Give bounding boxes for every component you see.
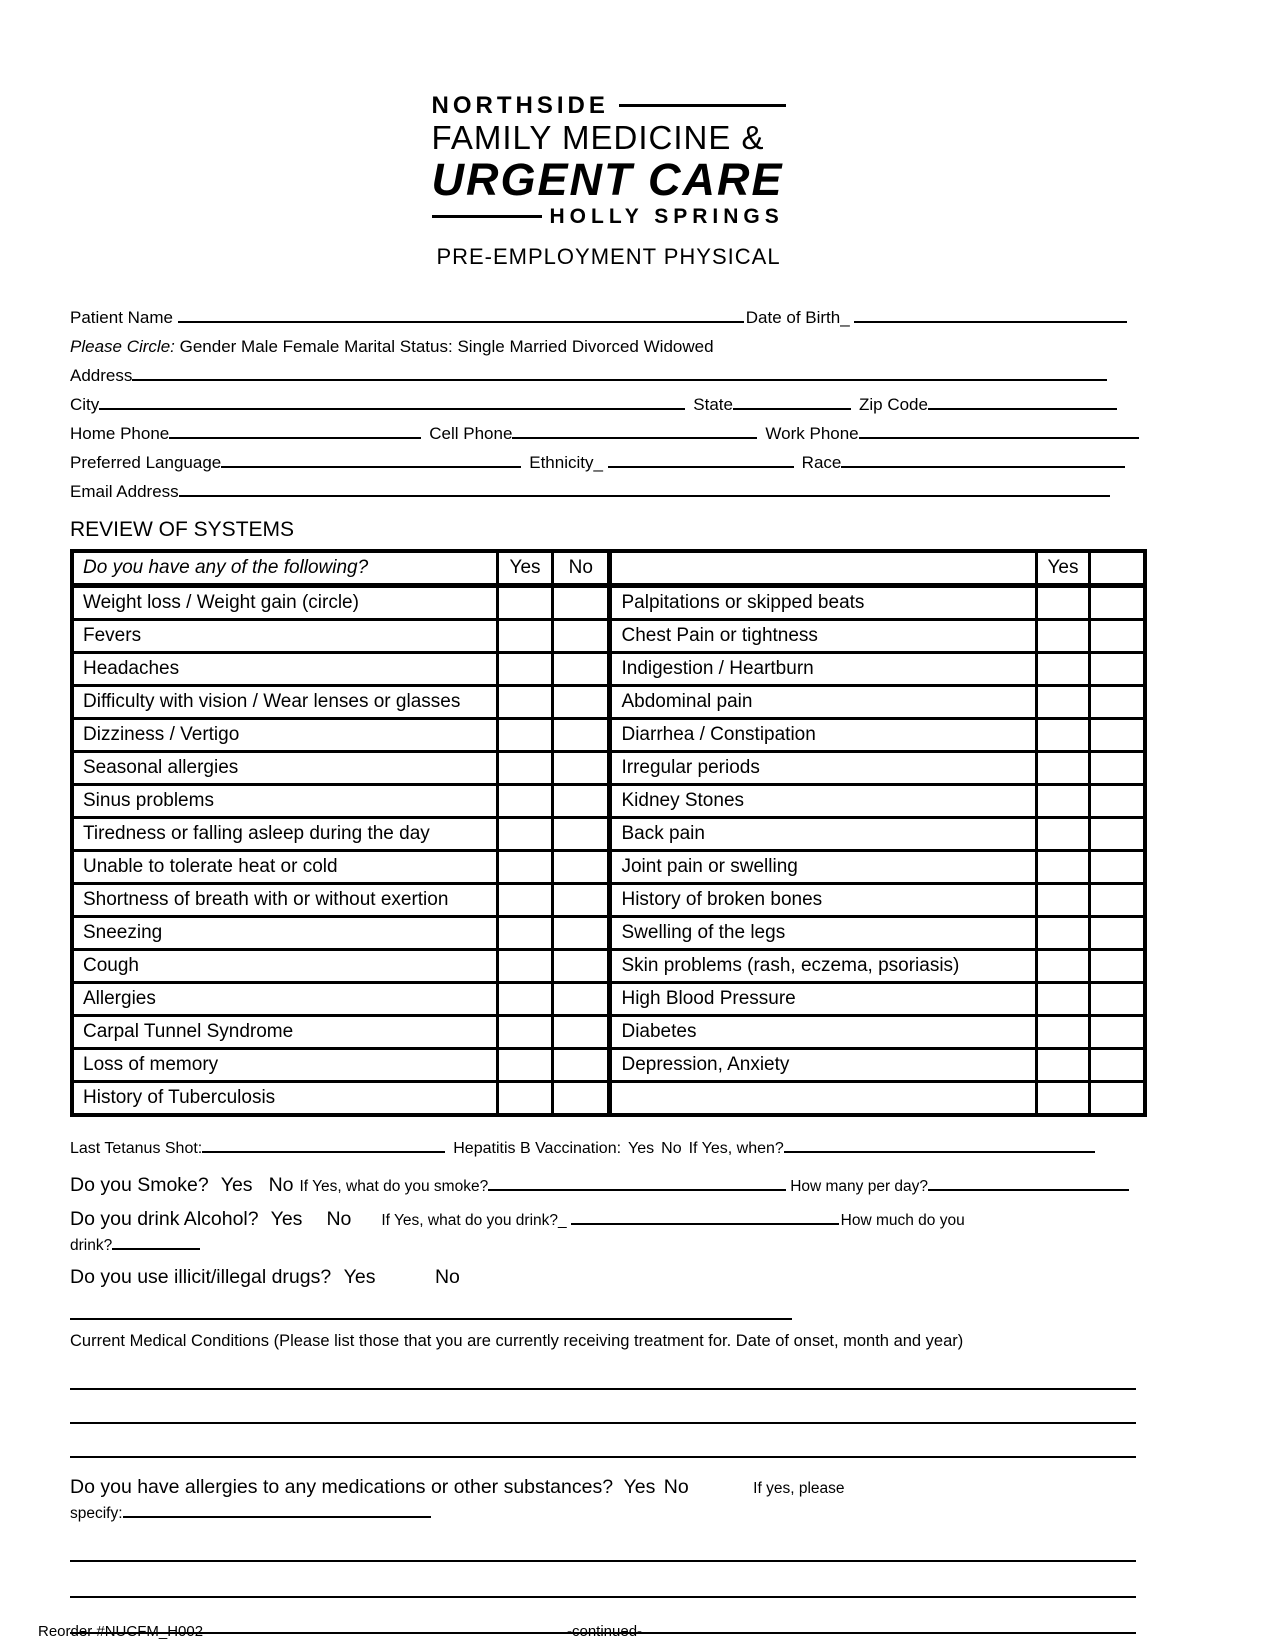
- ros-left-label: Sneezing: [72, 917, 497, 950]
- ros-right-label: Indigestion / Heartburn: [610, 653, 1036, 686]
- smoke-no[interactable]: No: [268, 1174, 294, 1196]
- ros-left-no-cell[interactable]: [553, 884, 610, 917]
- questions-section: [70, 1138, 1147, 1634]
- ros-right-no-cell[interactable]: [1090, 950, 1145, 983]
- ros-left-label: Fevers: [72, 620, 497, 653]
- ros-right-yes-cell[interactable]: [1036, 884, 1089, 917]
- smoke-what-blank[interactable]: [488, 1186, 786, 1191]
- marital-option-single[interactable]: Single: [457, 337, 505, 356]
- ros-right-no-cell[interactable]: [1090, 785, 1145, 818]
- ros-right-no-cell[interactable]: [1090, 1049, 1145, 1082]
- drugs-row: [70, 1264, 1147, 1292]
- hepb-label: Hepatitis B Vaccination:: [453, 1140, 622, 1157]
- ros-left-yes-cell[interactable]: [497, 719, 552, 752]
- ros-row: [72, 653, 1145, 686]
- drugs-yes[interactable]: Yes: [343, 1266, 376, 1288]
- ros-right-label: History of broken bones: [610, 884, 1036, 917]
- hepb-no[interactable]: No: [661, 1140, 682, 1157]
- ros-left-yes-cell[interactable]: [497, 1082, 552, 1116]
- ros-right-label: Diabetes: [610, 1016, 1036, 1049]
- language-ethnicity-race-row: [70, 448, 1147, 477]
- ros-left-no-cell[interactable]: [553, 1049, 610, 1082]
- ros-left-no-cell[interactable]: [553, 917, 610, 950]
- marital-option-divorced[interactable]: Divorced: [571, 337, 639, 356]
- review-of-systems-table: [70, 549, 1147, 1117]
- smoke-how-many-label: How many per day?: [790, 1178, 929, 1195]
- email-label: Email Address: [70, 482, 179, 501]
- allergies-row: [70, 1474, 1147, 1502]
- ros-left-yes-cell[interactable]: [497, 752, 552, 785]
- email-row: [70, 477, 1147, 506]
- ros-right-label: Abdominal pain: [610, 686, 1036, 719]
- ros-question-header: Do you have any of the following?: [72, 551, 497, 586]
- ros-left-no-cell[interactable]: [553, 785, 610, 818]
- alcohol-how-much-blank[interactable]: [112, 1245, 200, 1250]
- race-label: Race: [801, 453, 842, 472]
- ros-right-label: Palpitations or skipped beats: [610, 586, 1036, 620]
- ros-right-no-cell[interactable]: [1090, 653, 1145, 686]
- home-phone-blank[interactable]: [169, 434, 421, 439]
- ros-left-yes-cell[interactable]: [497, 950, 552, 983]
- ros-row: [72, 719, 1145, 752]
- alcohol-row: [70, 1206, 1147, 1234]
- alcohol-question: Do you drink Alcohol?: [70, 1208, 259, 1230]
- zip-label: Zip Code: [858, 395, 928, 414]
- ros-right-label: Depression, Anxiety: [610, 1049, 1036, 1082]
- marital-option-widowed[interactable]: Widowed: [643, 337, 714, 356]
- ros-right-label: Skin problems (rash, eczema, psoriasis): [610, 950, 1036, 983]
- ros-left-label: Unable to tolerate heat or cold: [72, 851, 497, 884]
- alcohol-row-2: [70, 1234, 1147, 1258]
- address-label: Address: [70, 366, 133, 385]
- ros-left-label: Seasonal allergies: [72, 752, 497, 785]
- ros-right-header-empty: [610, 551, 1036, 586]
- allergies-question: Do you have allergies to any medications or other substances?: [70, 1476, 614, 1498]
- hepb-when-blank[interactable]: [784, 1148, 1095, 1153]
- race-blank[interactable]: [841, 463, 1125, 468]
- patient-info-section: [70, 303, 1147, 506]
- city-label: City: [70, 395, 100, 414]
- allergies-line-2[interactable]: [70, 1596, 1136, 1598]
- ros-right-no-cell[interactable]: [1090, 917, 1145, 950]
- logo-line-family-medicine: FAMILY MEDICINE &: [431, 119, 765, 156]
- alcohol-no[interactable]: No: [326, 1208, 352, 1230]
- ros-left-yes-cell[interactable]: [497, 686, 552, 719]
- ros-yes-header-left: Yes: [497, 551, 552, 586]
- allergies-if-label: If yes, please: [753, 1480, 845, 1497]
- allergies-line-1[interactable]: [70, 1560, 1136, 1562]
- ros-left-label: Weight loss / Weight gain (circle): [72, 586, 497, 620]
- logo-line-northside: NORTHSIDE: [431, 92, 609, 119]
- ros-left-yes-cell[interactable]: [497, 1016, 552, 1049]
- tetanus-blank[interactable]: [202, 1148, 445, 1153]
- cell-phone-blank[interactable]: [512, 434, 757, 439]
- hepb-when-label: If Yes, when?: [688, 1140, 784, 1157]
- ros-left-yes-cell[interactable]: [497, 884, 552, 917]
- ros-right-no-cell[interactable]: [1090, 884, 1145, 917]
- smoke-what-label: If Yes, what do you smoke?: [299, 1178, 489, 1195]
- drugs-question: Do you use illicit/illegal drugs?: [70, 1266, 332, 1288]
- allergies-yes[interactable]: Yes: [623, 1476, 656, 1498]
- ros-left-label: Allergies: [72, 983, 497, 1016]
- reorder-number: Reorder #NUCFM_H002: [38, 1623, 204, 1640]
- ros-left-label: Tiredness or falling asleep during the day: [72, 818, 497, 851]
- smoke-question: Do you Smoke?: [70, 1174, 209, 1196]
- conditions-line-1[interactable]: [70, 1388, 1136, 1390]
- conditions-line-2[interactable]: [70, 1422, 1136, 1424]
- ros-left-yes-cell[interactable]: [497, 620, 552, 653]
- logo-line-holly-springs: HOLLY SPRINGS: [549, 205, 784, 228]
- city-state-zip-row: [70, 390, 1147, 419]
- address-row: [70, 361, 1147, 390]
- ros-left-yes-cell[interactable]: [497, 1049, 552, 1082]
- ros-left-yes-cell[interactable]: [497, 586, 552, 620]
- ros-right-no-cell[interactable]: [1090, 719, 1145, 752]
- ros-right-yes-cell[interactable]: [1036, 983, 1089, 1016]
- ros-left-no-cell[interactable]: [553, 851, 610, 884]
- ros-row: [72, 686, 1145, 719]
- ros-left-label: Dizziness / Vertigo: [72, 719, 497, 752]
- marital-option-married[interactable]: Married: [509, 337, 568, 356]
- ros-left-no-cell[interactable]: [553, 950, 610, 983]
- ros-right-label: Kidney Stones: [610, 785, 1036, 818]
- state-label: State: [693, 395, 733, 414]
- ros-row: [72, 917, 1145, 950]
- allergies-specify-label: specify:: [70, 1505, 123, 1522]
- gender-option-female[interactable]: Female: [282, 337, 340, 356]
- ros-left-label: Cough: [72, 950, 497, 983]
- ros-right-yes-cell[interactable]: [1036, 752, 1089, 785]
- dob-label: Date of Birth_: [745, 308, 855, 327]
- preferred-language-label: Preferred Language: [70, 453, 222, 472]
- ros-right-no-cell[interactable]: [1090, 620, 1145, 653]
- ros-right-no-cell[interactable]: [1090, 818, 1145, 851]
- ros-right-yes-cell[interactable]: [1036, 950, 1089, 983]
- ros-right-yes-cell[interactable]: [1036, 785, 1089, 818]
- ros-right-yes-cell[interactable]: [1036, 686, 1089, 719]
- ros-right-label: Diarrhea / Constipation: [610, 719, 1036, 752]
- ros-left-no-cell[interactable]: [553, 818, 610, 851]
- ros-row: [72, 884, 1145, 917]
- ros-right-no-cell[interactable]: [1090, 586, 1145, 620]
- current-conditions-caption: Current Medical Conditions (Please list those that you are currently receiving treatment for. Date of onset, month and year): [70, 1332, 964, 1350]
- home-phone-label: Home Phone: [70, 424, 170, 443]
- patient-name-blank[interactable]: [178, 318, 744, 323]
- ros-right-no-cell[interactable]: [1090, 1082, 1145, 1116]
- ros-left-yes-cell[interactable]: [497, 917, 552, 950]
- dob-blank[interactable]: [854, 318, 1127, 323]
- ros-left-no-cell[interactable]: [553, 1016, 610, 1049]
- ros-right-label: Chest Pain or tightness: [610, 620, 1036, 653]
- ros-row: [72, 983, 1145, 1016]
- alcohol-how-much-label: How much do you: [840, 1212, 965, 1229]
- clinic-logo: [432, 92, 786, 229]
- answer-line[interactable]: [70, 1318, 792, 1320]
- logo-rule-left: [432, 215, 542, 218]
- ros-left-no-cell[interactable]: [553, 983, 610, 1016]
- work-phone-blank[interactable]: [859, 434, 1139, 439]
- alcohol-what-label: If Yes, what do you drink?_: [381, 1212, 567, 1229]
- marital-status-label: Marital Status:: [344, 337, 453, 356]
- alcohol-what-blank[interactable]: [571, 1220, 839, 1225]
- ros-row: [72, 851, 1145, 884]
- ros-right-yes-cell[interactable]: [1036, 586, 1089, 620]
- form-title: PRE-EMPLOYMENT PHYSICAL: [436, 244, 781, 269]
- ros-left-no-cell[interactable]: [553, 1082, 610, 1116]
- ros-right-yes-cell[interactable]: [1036, 653, 1089, 686]
- ros-left-label: Loss of memory: [72, 1049, 497, 1082]
- ros-right-yes-cell[interactable]: [1036, 1082, 1089, 1116]
- drugs-no[interactable]: No: [434, 1266, 460, 1288]
- ros-right-yes-cell[interactable]: [1036, 620, 1089, 653]
- ros-row: [72, 620, 1145, 653]
- ros-left-label: Headaches: [72, 653, 497, 686]
- logo-line-urgent-care: URGENT CARE: [431, 154, 784, 205]
- gender-label: Gender: [179, 337, 237, 356]
- please-circle-label: Please Circle:: [70, 337, 175, 356]
- patient-name-row: [70, 303, 1147, 332]
- ros-row: [72, 752, 1145, 785]
- hepb-yes[interactable]: Yes: [628, 1140, 655, 1157]
- ros-header-row: [72, 551, 1145, 586]
- continued-label: -continued-: [567, 1623, 643, 1640]
- ros-no-header-left: No: [553, 551, 610, 586]
- ros-right-label: Swelling of the legs: [610, 917, 1036, 950]
- smoke-row: [70, 1172, 1147, 1200]
- preferred-language-blank[interactable]: [221, 463, 521, 468]
- conditions-line-3[interactable]: [70, 1456, 1136, 1458]
- ethnicity-blank[interactable]: [608, 463, 794, 468]
- ros-no-header-right-empty: [1090, 551, 1145, 586]
- review-of-systems-heading: REVIEW OF SYSTEMS: [70, 518, 295, 541]
- ros-left-yes-cell[interactable]: [497, 785, 552, 818]
- ros-row: [72, 1016, 1145, 1049]
- zip-blank[interactable]: [928, 405, 1117, 410]
- ros-left-label: Carpal Tunnel Syndrome: [72, 1016, 497, 1049]
- ros-left-label: Shortness of breath with or without exertion: [72, 884, 497, 917]
- allergies-specify-blank[interactable]: [123, 1513, 431, 1518]
- ros-left-yes-cell[interactable]: [497, 851, 552, 884]
- tetanus-label: Last Tetanus Shot:: [70, 1140, 203, 1157]
- patient-name-label: Patient Name: [70, 308, 178, 327]
- phones-row: [70, 419, 1147, 448]
- ros-right-label: Irregular periods: [610, 752, 1036, 785]
- ethnicity-label: Ethnicity_: [529, 453, 608, 472]
- ros-row: [72, 785, 1145, 818]
- ros-right-no-cell[interactable]: [1090, 686, 1145, 719]
- ros-row: [72, 1082, 1145, 1116]
- ros-left-label: Sinus problems: [72, 785, 497, 818]
- alcohol-yes[interactable]: Yes: [270, 1208, 303, 1230]
- ros-left-no-cell[interactable]: [553, 620, 610, 653]
- ros-left-no-cell[interactable]: [553, 586, 610, 620]
- allergies-no[interactable]: No: [663, 1476, 689, 1498]
- ros-right-yes-cell[interactable]: [1036, 818, 1089, 851]
- smoke-how-many-blank[interactable]: [928, 1186, 1129, 1191]
- tetanus-hepb-row: [70, 1138, 1147, 1160]
- ros-left-yes-cell[interactable]: [497, 983, 552, 1016]
- gender-option-male[interactable]: Male: [241, 337, 278, 356]
- ros-right-no-cell[interactable]: [1090, 983, 1145, 1016]
- city-blank[interactable]: [99, 405, 685, 410]
- ros-row: [72, 1049, 1145, 1082]
- ros-right-label: Back pain: [610, 818, 1036, 851]
- state-blank[interactable]: [733, 405, 851, 410]
- ros-right-yes-cell[interactable]: [1036, 917, 1089, 950]
- ros-left-no-cell[interactable]: [553, 686, 610, 719]
- cell-phone-label: Cell Phone: [429, 424, 513, 443]
- circle-row: [70, 332, 1147, 361]
- alcohol-drink-label: drink?: [70, 1237, 113, 1254]
- ros-right-no-cell[interactable]: [1090, 752, 1145, 785]
- ros-left-label: Difficulty with vision / Wear lenses or glasses: [72, 686, 497, 719]
- ros-right-no-cell[interactable]: [1090, 851, 1145, 884]
- ros-row: [72, 586, 1145, 620]
- address-blank[interactable]: [132, 376, 1107, 381]
- ros-right-yes-cell[interactable]: [1036, 1049, 1089, 1082]
- smoke-yes[interactable]: Yes: [220, 1174, 253, 1196]
- ros-row: [72, 950, 1145, 983]
- ros-row: [72, 818, 1145, 851]
- ros-left-yes-cell[interactable]: [497, 818, 552, 851]
- ros-right-yes-cell[interactable]: [1036, 851, 1089, 884]
- ros-right-label: High Blood Pressure: [610, 983, 1036, 1016]
- ros-left-yes-cell[interactable]: [497, 653, 552, 686]
- ros-right-yes-cell[interactable]: [1036, 1016, 1089, 1049]
- ros-left-label: History of Tuberculosis: [72, 1082, 497, 1116]
- ros-right-yes-cell[interactable]: [1036, 719, 1089, 752]
- logo-rule-right: [619, 104, 786, 107]
- ros-yes-header-right: Yes: [1036, 551, 1089, 586]
- ros-left-no-cell[interactable]: [553, 752, 610, 785]
- ros-right-label: Joint pain or swelling: [610, 851, 1036, 884]
- email-blank[interactable]: [179, 492, 1110, 497]
- allergies-specify-row: [70, 1502, 1147, 1526]
- ros-left-no-cell[interactable]: [553, 719, 610, 752]
- ros-right-no-cell[interactable]: [1090, 1016, 1145, 1049]
- ros-right-label: [610, 1082, 1036, 1116]
- ros-left-no-cell[interactable]: [553, 653, 610, 686]
- work-phone-label: Work Phone: [765, 424, 859, 443]
